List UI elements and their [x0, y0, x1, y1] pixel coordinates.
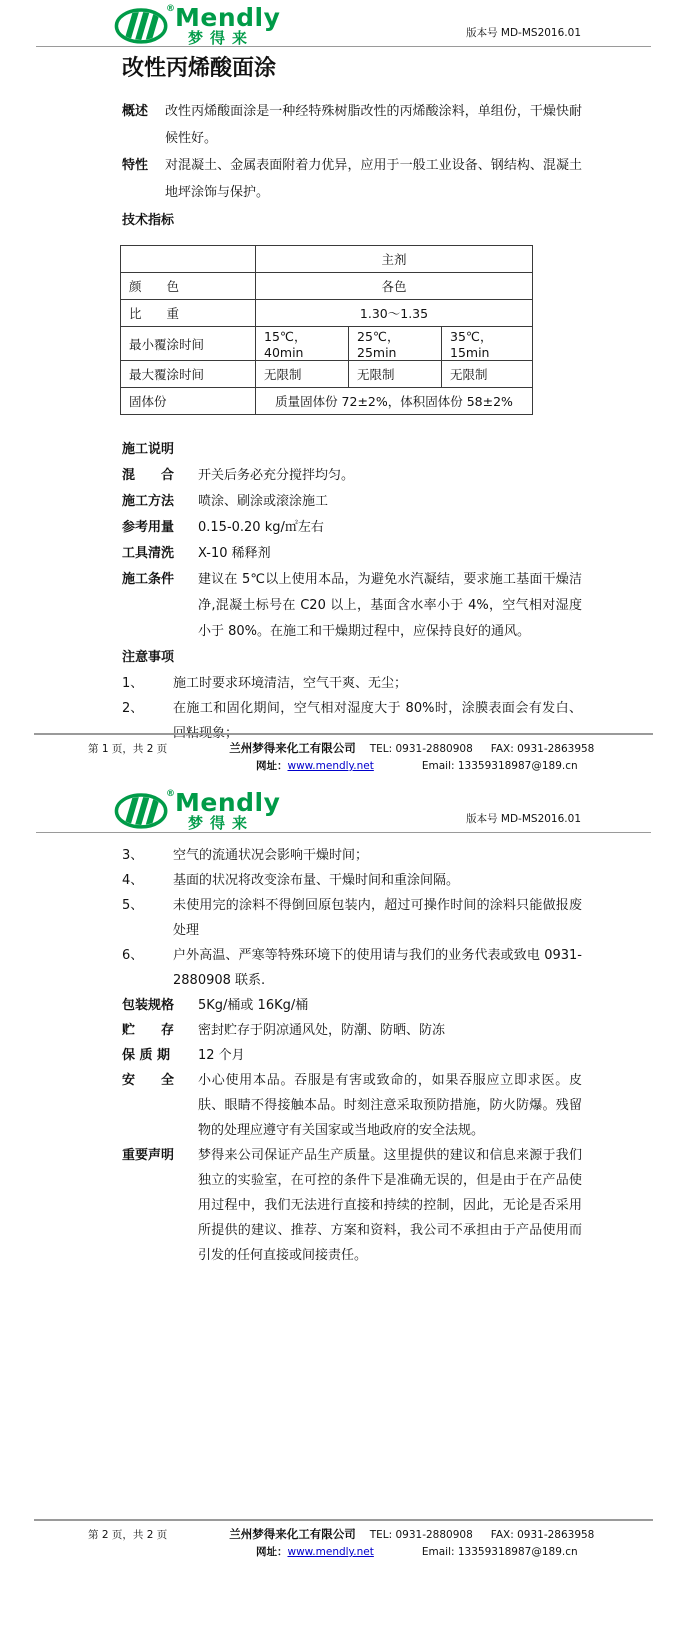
page1-header — [36, 0, 651, 47]
company-name: 兰州梦得来化工有限公司 — [229, 741, 356, 755]
construction-item — [122, 541, 582, 567]
table-row-label: 最大覆涂时间 — [121, 361, 256, 388]
table-cell-blank — [121, 246, 256, 273]
construction-item-label: 混 合 — [122, 468, 175, 484]
construction-item — [122, 489, 582, 515]
info-item — [122, 1143, 582, 1268]
company-logo — [114, 5, 280, 47]
table-cell-value: 质量固体份 72±2%，体积固体份 58±2% — [256, 388, 533, 415]
company-name: 兰州梦得来化工有限公司 — [229, 1527, 356, 1541]
footer-email: Email: 13359318987@189.cn — [421, 1546, 578, 1558]
info-item-label: 包装规格 — [122, 998, 175, 1013]
info-item-label: 保 质 期 — [122, 1048, 171, 1063]
construction-item — [122, 567, 582, 645]
note-number: 2、 — [122, 701, 144, 717]
note-text: 户外高温、严寒等特殊环境下的使用请与我们的业务代表或致电 0931-2880908 联系. — [173, 948, 582, 988]
construction-item-text: 开关后务必充分搅拌均匀。 — [198, 468, 355, 484]
construction-item-label: 参考用量 — [122, 520, 175, 536]
note-number: 6、 — [122, 948, 144, 963]
table-cell-value: 25℃，25min — [349, 327, 442, 361]
table-row — [121, 327, 533, 361]
table-row — [121, 300, 533, 327]
note-number: 1、 — [122, 676, 144, 692]
table-cell-value: 无限制 — [442, 361, 533, 388]
note-item — [122, 671, 582, 696]
tech-table — [120, 245, 533, 415]
construction-heading: 施工说明 — [122, 442, 175, 458]
table-row-label: 比 重 — [121, 300, 256, 327]
info-item-text: 密封贮存于阴凉通风处，防潮、防晒、防冻 — [198, 1023, 446, 1038]
construction-item-text: 0.15-0.20 kg/㎡左右 — [198, 520, 324, 536]
footer-line2 — [0, 1544, 687, 1559]
info-item-text: 小心使用本品。吞服是有害或致命的，如果吞服应立即求医。皮肤、眼睛不得接触本品。时刻注意采取预防措施，防火防爆。残留物的处理应遵守有关国家或当地政府的安全法规。 — [198, 1073, 582, 1138]
company-logo — [114, 790, 280, 832]
footer-line2 — [0, 758, 687, 773]
table-row — [121, 361, 533, 388]
table-cell-value: 35℃，15min — [442, 327, 533, 361]
note-text: 空气的流通状况会影响干燥时间； — [173, 848, 369, 863]
website-link[interactable]: www.mendly.net — [287, 760, 374, 772]
info-item-text: 5Kg/桶或 16Kg/桶 — [198, 998, 309, 1013]
table-row-label: 颜 色 — [121, 273, 256, 300]
logo-text-cn: 梦得来 — [188, 814, 255, 832]
page2-footer — [0, 1519, 687, 1559]
page1-footer — [0, 733, 687, 773]
note-item — [122, 843, 582, 868]
overview-row — [122, 98, 582, 152]
note-number: 4、 — [122, 873, 144, 888]
logo-text-en: Mendly — [175, 788, 281, 817]
table-cell-value: 1.30～1.35 — [256, 300, 533, 327]
registered-trademark: ® — [166, 4, 175, 14]
footer-fax: FAX: 0931-2863958 — [490, 1529, 595, 1541]
website-link[interactable]: www.mendly.net — [287, 1546, 374, 1558]
page-1 — [0, 0, 687, 772]
construction-item-label: 工具清洗 — [122, 546, 175, 562]
note-number: 3、 — [122, 848, 144, 863]
info-item — [122, 993, 582, 1018]
info-item-label: 贮 存 — [122, 1023, 175, 1038]
table-cell-value: 15℃，40min — [256, 327, 349, 361]
page-2 — [0, 772, 687, 1638]
overview-label: 概述 — [122, 104, 149, 120]
footer-divider — [34, 1519, 653, 1521]
note-item — [122, 868, 582, 893]
construction-item — [122, 463, 582, 489]
logo-text-cn: 梦得来 — [188, 29, 255, 47]
construction-item — [122, 515, 582, 541]
mendly-logo-icon — [114, 5, 172, 45]
registered-trademark: ® — [166, 789, 175, 799]
version-number: 版本号 MD-MS2016.01 — [466, 813, 581, 825]
table-row — [121, 388, 533, 415]
website-label: 网址： — [256, 1546, 288, 1558]
footer-line1 — [0, 1526, 687, 1542]
construction-item-label: 施工方法 — [122, 494, 175, 510]
table-row-label: 固体份 — [121, 388, 256, 415]
construction-item-text: 建议在 5℃以上使用本品，为避免水汽凝结，要求施工基面干燥洁净,混凝土标号在 C20 以上，基面含水率小于 4%，空气相对湿度小于 80%。在施工和干燥期过程中，应保持良好的通风。 — [198, 572, 582, 640]
logo-wordmark — [175, 5, 280, 47]
table-header-main: 主剂 — [256, 246, 533, 273]
page1-body — [122, 56, 582, 746]
note-text: 在施工和固化期间，空气相对湿度大于 80%时，涂膜表面会有发白、回粘现象； — [173, 701, 582, 742]
page2-header — [36, 772, 651, 833]
overview-text: 改性丙烯酸面涂是一种经特殊树脂改性的丙烯酸涂料，单组份，干燥快耐候性好。 — [165, 104, 582, 147]
note-text: 未使用完的涂料不得倒回原包装内，超过可操作时间的涂料只能做报废处理 — [173, 898, 582, 938]
construction-item-text: 喷涂、刷涂或滚涂施工 — [198, 494, 329, 510]
note-text: 基面的状况将改变涂布量、干燥时间和重涂间隔。 — [173, 873, 460, 888]
note-item — [122, 893, 582, 943]
table-cell-value: 无限制 — [349, 361, 442, 388]
table-row-label: 最小覆涂时间 — [121, 327, 256, 361]
footer-tel: TEL: 0931-2880908 — [369, 1529, 473, 1541]
table-row — [121, 246, 533, 273]
note-item — [122, 943, 582, 993]
table-cell-value: 无限制 — [256, 361, 349, 388]
features-label: 特性 — [122, 158, 149, 174]
footer-email: Email: 13359318987@189.cn — [421, 760, 578, 772]
info-item — [122, 1068, 582, 1143]
website-label: 网址： — [256, 760, 288, 772]
info-item-label: 重要声明 — [122, 1148, 175, 1163]
footer-divider — [34, 733, 653, 735]
table-cell-value: 各色 — [256, 273, 533, 300]
info-item — [122, 1043, 582, 1068]
construction-item-label: 施工条件 — [122, 572, 175, 588]
construction-item-text: X-10 稀释剂 — [198, 546, 271, 562]
product-title: 改性丙烯酸面涂 — [122, 56, 277, 81]
info-item-label: 安 全 — [122, 1073, 175, 1088]
footer-line1 — [0, 740, 687, 756]
notes-heading: 注意事项 — [122, 650, 175, 666]
page-number: 第 2 页，共 2 页 — [88, 1529, 168, 1541]
footer-fax: FAX: 0931-2863958 — [490, 743, 595, 755]
page-number: 第 1 页，共 2 页 — [88, 743, 168, 755]
version-number: 版本号 MD-MS2016.01 — [466, 27, 581, 39]
logo-text-en: Mendly — [175, 3, 281, 32]
info-item-text: 梦得来公司保证产品生产质量。这里提供的建议和信息来源于我们独立的实验室，在可控的条件下是准确无误的，但是由于在产品使用过程中，我们无法进行直接和持续的控制，因此，无论是否采用所提供的建议、推荐、方案和资料，我公司不承担由于产品使用而引发的任何直接或间接责任。 — [198, 1148, 582, 1263]
logo-wordmark — [175, 790, 280, 832]
info-item-text: 12 个月 — [198, 1048, 245, 1063]
mendly-logo-icon — [114, 790, 172, 830]
table-row — [121, 273, 533, 300]
features-row — [122, 152, 582, 206]
footer-tel: TEL: 0931-2880908 — [369, 743, 473, 755]
features-text: 对混凝土、金属表面附着力优异，应用于一般工业设备、钢结构、混凝土地坪涂饰与保护。 — [165, 158, 582, 201]
note-number: 5、 — [122, 898, 144, 913]
page2-body — [122, 843, 582, 1268]
tech-heading: 技术指标 — [122, 213, 175, 229]
note-text: 施工时要求环境清洁，空气干爽、无尘； — [173, 676, 408, 692]
info-item — [122, 1018, 582, 1043]
